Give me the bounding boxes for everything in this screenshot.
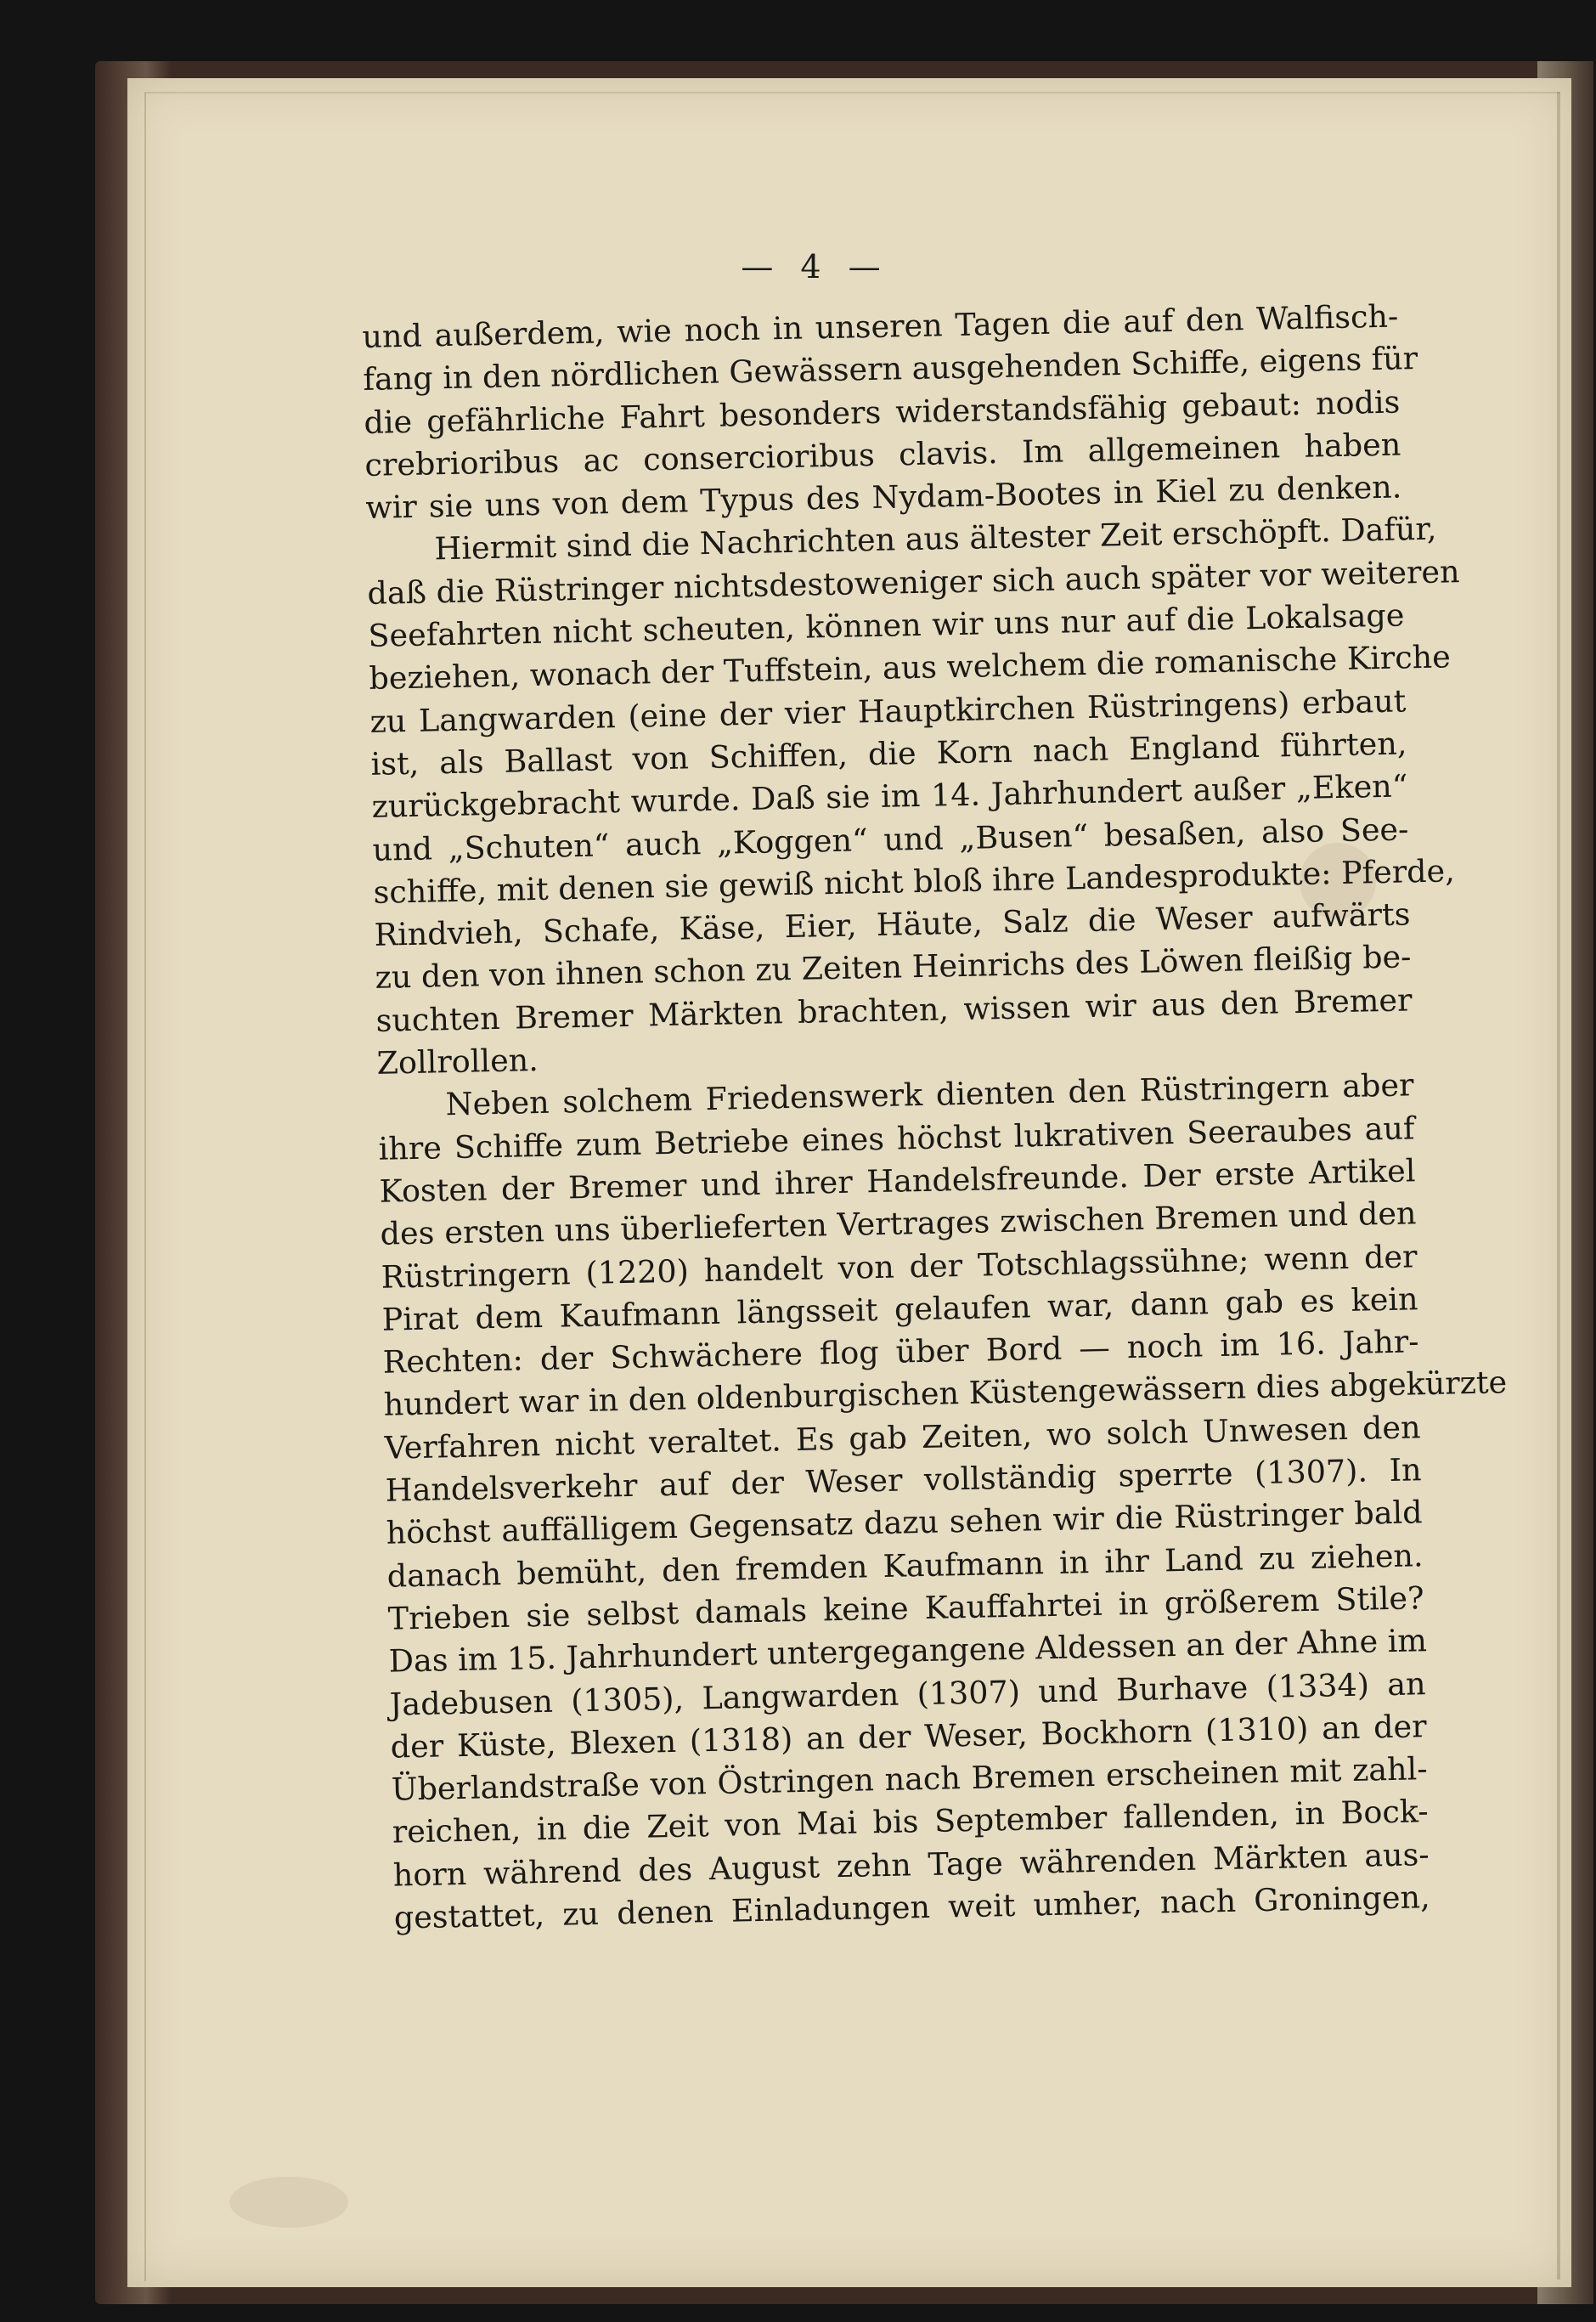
text-line: gestattet, zu denen Einladungen weit umher, nach Groningen, xyxy=(393,1879,1431,1936)
text-line: Verfahren nicht veraltet. Es gab Zeiten, wo solch Unwesen den xyxy=(384,1408,1421,1466)
text-line: hundert war in den oldenburgischen Küstengewässern dies abgekürzte xyxy=(383,1364,1508,1424)
text-line: horn während des August zehn Tage währenden Märkten aus- xyxy=(392,1835,1430,1894)
text-line: zu den von ihnen schon zu Zeiten Heinrichs des Löwen fleißig be- xyxy=(375,938,1412,997)
text-line: zu Langwarden (eine der vier Hauptkirchen Rüstringens) erbaut xyxy=(369,682,1407,740)
text-line: Kosten der Bremer und ihrer Handelsfreunde. Der erste Artikel xyxy=(379,1152,1416,1210)
text-line: daß die Rüstringer nichtsdestoweniger sich auch später vor weiteren xyxy=(367,552,1460,612)
text-line: Neben solchem Friedenswerk dienten den Rüstringern aber xyxy=(445,1066,1414,1123)
text-line: danach bemüht, den fremden Kaufmann in ihr Land zu ziehen. xyxy=(386,1536,1424,1595)
text-line: ihre Schiffe zum Betriebe eines höchst lukrativen Seeraubes auf xyxy=(378,1109,1415,1167)
text-line: Rindvieh, Schafe, Käse, Eier, Häute, Salz die Weser aufwärts xyxy=(374,895,1411,954)
text-line: der Küste, Blexen (1318) an der Weser, Bockhorn (1310) an der xyxy=(390,1707,1427,1766)
text-line: höchst auffälligem Gegensatz dazu sehen wir die Rüstringer bald xyxy=(386,1494,1423,1552)
text-line: beziehen, wonach der Tuffstein, aus welchem die romanische Kirche xyxy=(369,638,1452,698)
text-line: Jadebusen (1305), Langwarden (1307) und Burhave (1334) an xyxy=(389,1664,1426,1723)
text-line: wir sie uns von dem Typus des Nydam-Bootes in Kiel zu denken. xyxy=(365,468,1402,527)
text-line: Handelsverkehr auf der Weser vollständig sperrte (1307). In xyxy=(385,1451,1422,1509)
text-line: fang in den nördlichen Gewässern ausgehenden Schiffe, eigens für xyxy=(363,340,1418,398)
text-line: Rüstringern (1220) handelt von der Totschlagssühne; wenn der xyxy=(381,1237,1418,1296)
text-line: Rechten: der Schwächere flog über Bord — noch im 16. Jahr- xyxy=(382,1323,1419,1381)
text-line: reichen, in die Zeit von Mai bis September fallenden, in Bock- xyxy=(392,1793,1430,1851)
text-line: und außerdem, wie noch in unseren Tagen die auf den Walfisch- xyxy=(362,297,1399,355)
text-line: zurückgebracht wurde. Daß sie im 14. Jahrhundert außer „Eken“ xyxy=(371,767,1408,826)
text-line: des ersten uns überlieferten Vertrages zwischen Bremen und den xyxy=(380,1195,1417,1253)
text-line: Überlandstraße von Östringen nach Bremen erscheinen mit zahl- xyxy=(391,1750,1428,1808)
text-line: Pirat dem Kaufmann längsseit gelaufen war, dann gab es kein xyxy=(381,1280,1418,1338)
text-line: und „Schuten“ auch „Koggen“ und „Busen“ besaßen, also See- xyxy=(372,810,1409,868)
text-line: crebrioribus ac consercioribus clavis. Im allgemeinen haben xyxy=(364,426,1401,483)
text-line: schiffe, mit denen sie gewiß nicht bloß ihre Landesprodukte: Pferde, xyxy=(373,852,1456,911)
text-line: Trieben sie selbst damals keine Kauffahrtei in größerem Stile? xyxy=(387,1579,1424,1637)
text-line: Seefahrten nicht scheuten, können wir uns nur auf die Lokalsage xyxy=(368,596,1405,654)
text-line: die gefährliche Fahrt besonders widerstandsfähig gebaut: nodis xyxy=(364,383,1401,441)
text-line: Hiermit sind die Nachrichten aus ältester Zeit erschöpft. Dafür, xyxy=(434,511,1437,568)
page-gutter xyxy=(1557,92,1560,2280)
body-text xyxy=(362,296,1508,1940)
page-number: — 4 — xyxy=(741,248,889,285)
text-line: Zollrollen. xyxy=(376,1042,539,1082)
text-line: suchten Bremer Märkten brachten, wissen wir aus den Bremer xyxy=(375,981,1413,1039)
text-line: Das im 15. Jahrhundert untergegangene Aldessen an der Ahne im xyxy=(388,1622,1428,1680)
text-line: ist, als Ballast von Schiffen, die Korn nach England führten, xyxy=(370,725,1407,782)
